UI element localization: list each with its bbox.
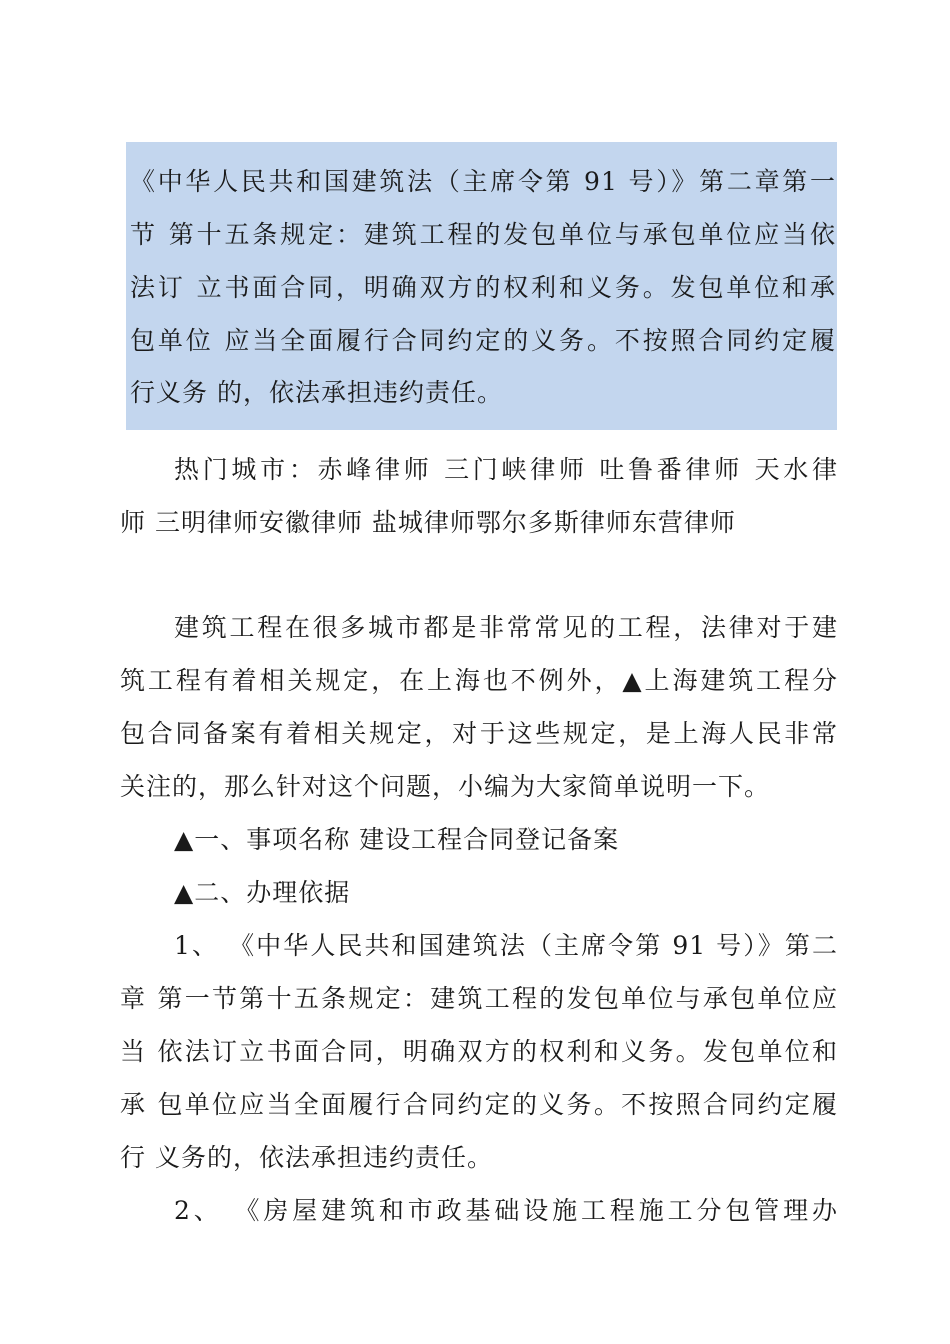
quote-line: 包单位 应当全面履行合同约定的义务。不按照合同约定履 bbox=[130, 326, 836, 355]
intro-line: 关注的，那么针对这个问题，小编为大家简单说明一下。 bbox=[120, 772, 771, 801]
quote-line: 法订 立书面合同，明确双方的权利和义务。发包单位和承 bbox=[130, 273, 836, 302]
intro-line: 建筑工程在很多城市都是非常常见的工程，法律对于建 bbox=[174, 613, 838, 642]
section-heading-basis: ▲二、办理依据 bbox=[174, 878, 351, 907]
intro-line: 筑工程有着相关规定，在上海也不例外，▲上海建筑工程分 bbox=[120, 666, 838, 695]
basis-item-1-line: 承 包单位应当全面履行合同约定的义务。不按照合同约定履 bbox=[120, 1090, 838, 1119]
section-heading-item-name: ▲一、事项名称 建设工程合同登记备案 bbox=[174, 825, 620, 854]
hot-cities-line: 师 三明律师安徽律师 盐城律师鄂尔多斯律师东营律师 bbox=[120, 508, 736, 537]
basis-item-2-line: 2、 《房屋建筑和市政基础设施工程施工分包管理办 bbox=[174, 1196, 838, 1225]
hot-cities-line: 热门城市：赤峰律师 三门峡律师 吐鲁番律师 天水律 bbox=[174, 455, 838, 484]
basis-item-1-line: 行 义务的，依法承担违约责任。 bbox=[120, 1143, 493, 1172]
quote-line: 行义务 的，依法承担违约责任。 bbox=[130, 378, 503, 407]
basis-item-1-line: 1、 《中华人民共和国建筑法（主席令第 91 号）》第二 bbox=[174, 931, 838, 960]
basis-item-1-line: 当 依法订立书面合同，明确双方的权利和义务。发包单位和 bbox=[120, 1037, 838, 1066]
quote-line: 《中华人民共和国建筑法（主席令第 91 号）》第二章第一 bbox=[130, 167, 836, 196]
quote-line: 节 第十五条规定：建筑工程的发包单位与承包单位应当依 bbox=[130, 220, 836, 249]
basis-item-1-line: 章 第一节第十五条规定：建筑工程的发包单位与承包单位应 bbox=[120, 984, 838, 1013]
intro-line: 包合同备案有着相关规定，对于这些规定，是上海人民非常 bbox=[120, 719, 838, 748]
